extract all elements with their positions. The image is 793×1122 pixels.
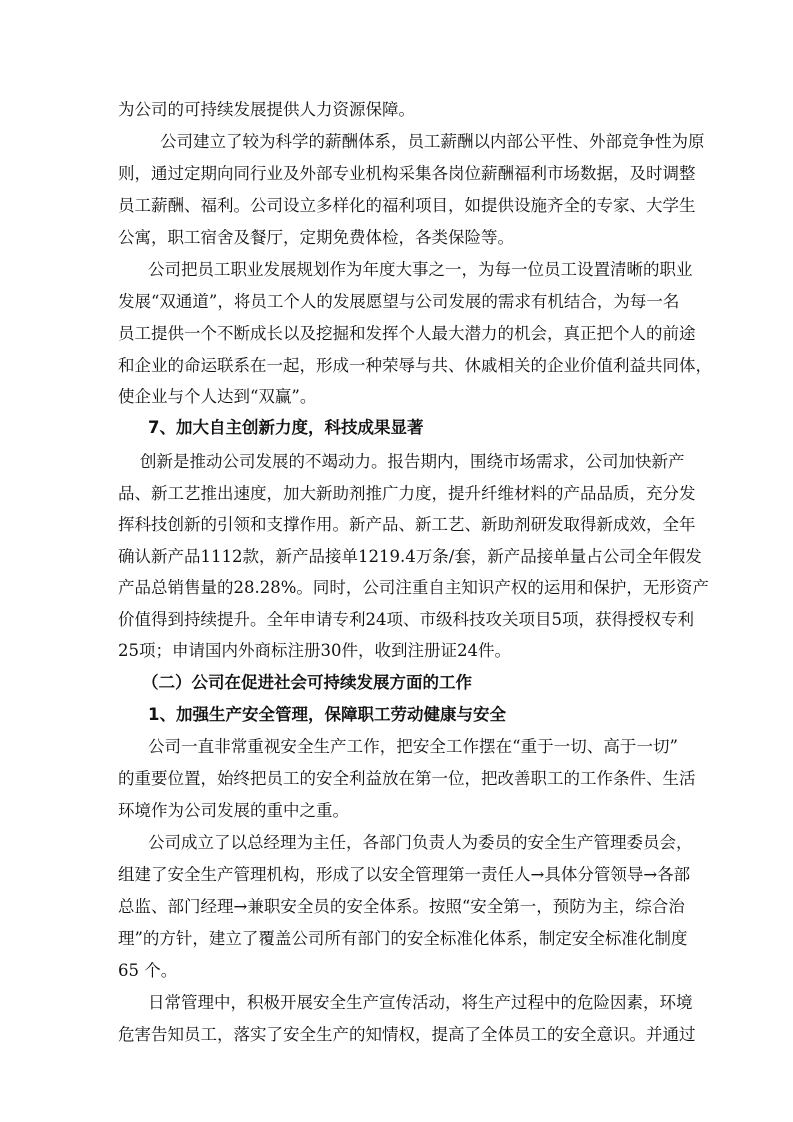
section-heading: 1、加强生产安全管理，保障职工劳动健康与安全 [148, 705, 506, 724]
text-line: 公寓，职工宿舍及餐厅，定期免费体检，各类保险等。 [118, 228, 514, 247]
text-line: 公司建立了较为科学的薪酬体系，员工薪酬以内部公平性、外部竞争性为原 [160, 132, 705, 151]
text-line: 总监、部门经理→兼职安全员的安全体系。按照“安全第一，预防为主，综合治 [118, 897, 685, 916]
text-line: 确认新产品1112款，新产品接单1219.4万条/套，新产品接单量占公司全年假发 [118, 547, 702, 566]
text-line: 理”的方针，建立了覆盖公司所有部门的安全标准化体系，制定安全标准化制度 [118, 929, 688, 948]
text-line: 品、新工艺推出速度，加大新助剂推广力度，提升纤维材料的产品品质，充分发 [118, 484, 696, 503]
text-line: 则，通过定期向同行业及外部专业机构采集各岗位薪酬福利市场数据，及时调整 [118, 164, 696, 183]
text-line: 日常管理中，积极开展安全生产宣传活动，将生产过程中的危险因素，环境 [148, 993, 693, 1012]
text-line: 员工薪酬、福利。公司设立多样化的福利项目，如提供设施齐全的专家、大学生 [118, 196, 696, 215]
text-line: 创新是推动公司发展的不竭动力。报告期内，围绕市场需求，公司加快新产 [140, 452, 685, 471]
text-line: 25项；申请国内外商标注册30件，收到注册证24件。 [118, 641, 511, 660]
text-line: 发展“双通道”，将员工个人的发展愿望与公司发展的需求有机结合，为每一名 [118, 292, 680, 311]
text-line: 公司成立了以总经理为主任，各部门负责人为委员的安全生产管理委员会， [148, 833, 693, 852]
text-line: 价值得到持续提升。全年申请专利24项、市级科技攻关项目5项，获得授权专利 [118, 610, 694, 629]
text-line: 的重要位置，始终把员工的安全利益放在第一位，把改善职工的工作条件、生活 [118, 769, 696, 788]
text-line: 公司一直非常重视安全生产工作，把安全工作摆在“重于一切、高于一切” [148, 737, 678, 756]
text-line: 产品总销售量的28.28%。同时，公司注重自主知识产权的运用和保护，无形资产 [118, 578, 709, 597]
text-line: 组建了安全生产管理机构，形成了以安全管理第一责任人→具体分管领导→各部 [118, 865, 691, 884]
text-line: 和企业的命运联系在一起，形成一种荣辱与共、休戚相关的企业价值利益共同体， [118, 356, 712, 375]
text-line: 挥科技创新的引领和支撑作用。新产品、新工艺、新助剂研发取得新成效，全年 [118, 515, 696, 534]
text-line: 危害告知员工，落实了安全生产的知情权，提高了全体员工的安全意识。并通过 [118, 1025, 696, 1044]
text-line: 环境作为公司发展的重中之重。 [118, 801, 349, 820]
text-line: 公司把员工职业发展规划作为年度大事之一，为每一位员工设置清晰的职业 [148, 260, 693, 279]
text-line: 员工提供一个不断成长以及挖掘和发挥个人最大潜力的机会，真正把个人的前途 [118, 324, 696, 343]
section-heading: 7、加大自主创新力度，科技成果显著 [148, 418, 424, 437]
text-line: 为公司的可持续发展提供人力资源保障。 [118, 100, 415, 119]
text-line: 65 个。 [118, 961, 178, 980]
text-line: 使企业与个人达到“双赢”。 [118, 387, 317, 406]
section-heading: （二）公司在促进社会可持续发展方面的工作 [142, 673, 472, 692]
